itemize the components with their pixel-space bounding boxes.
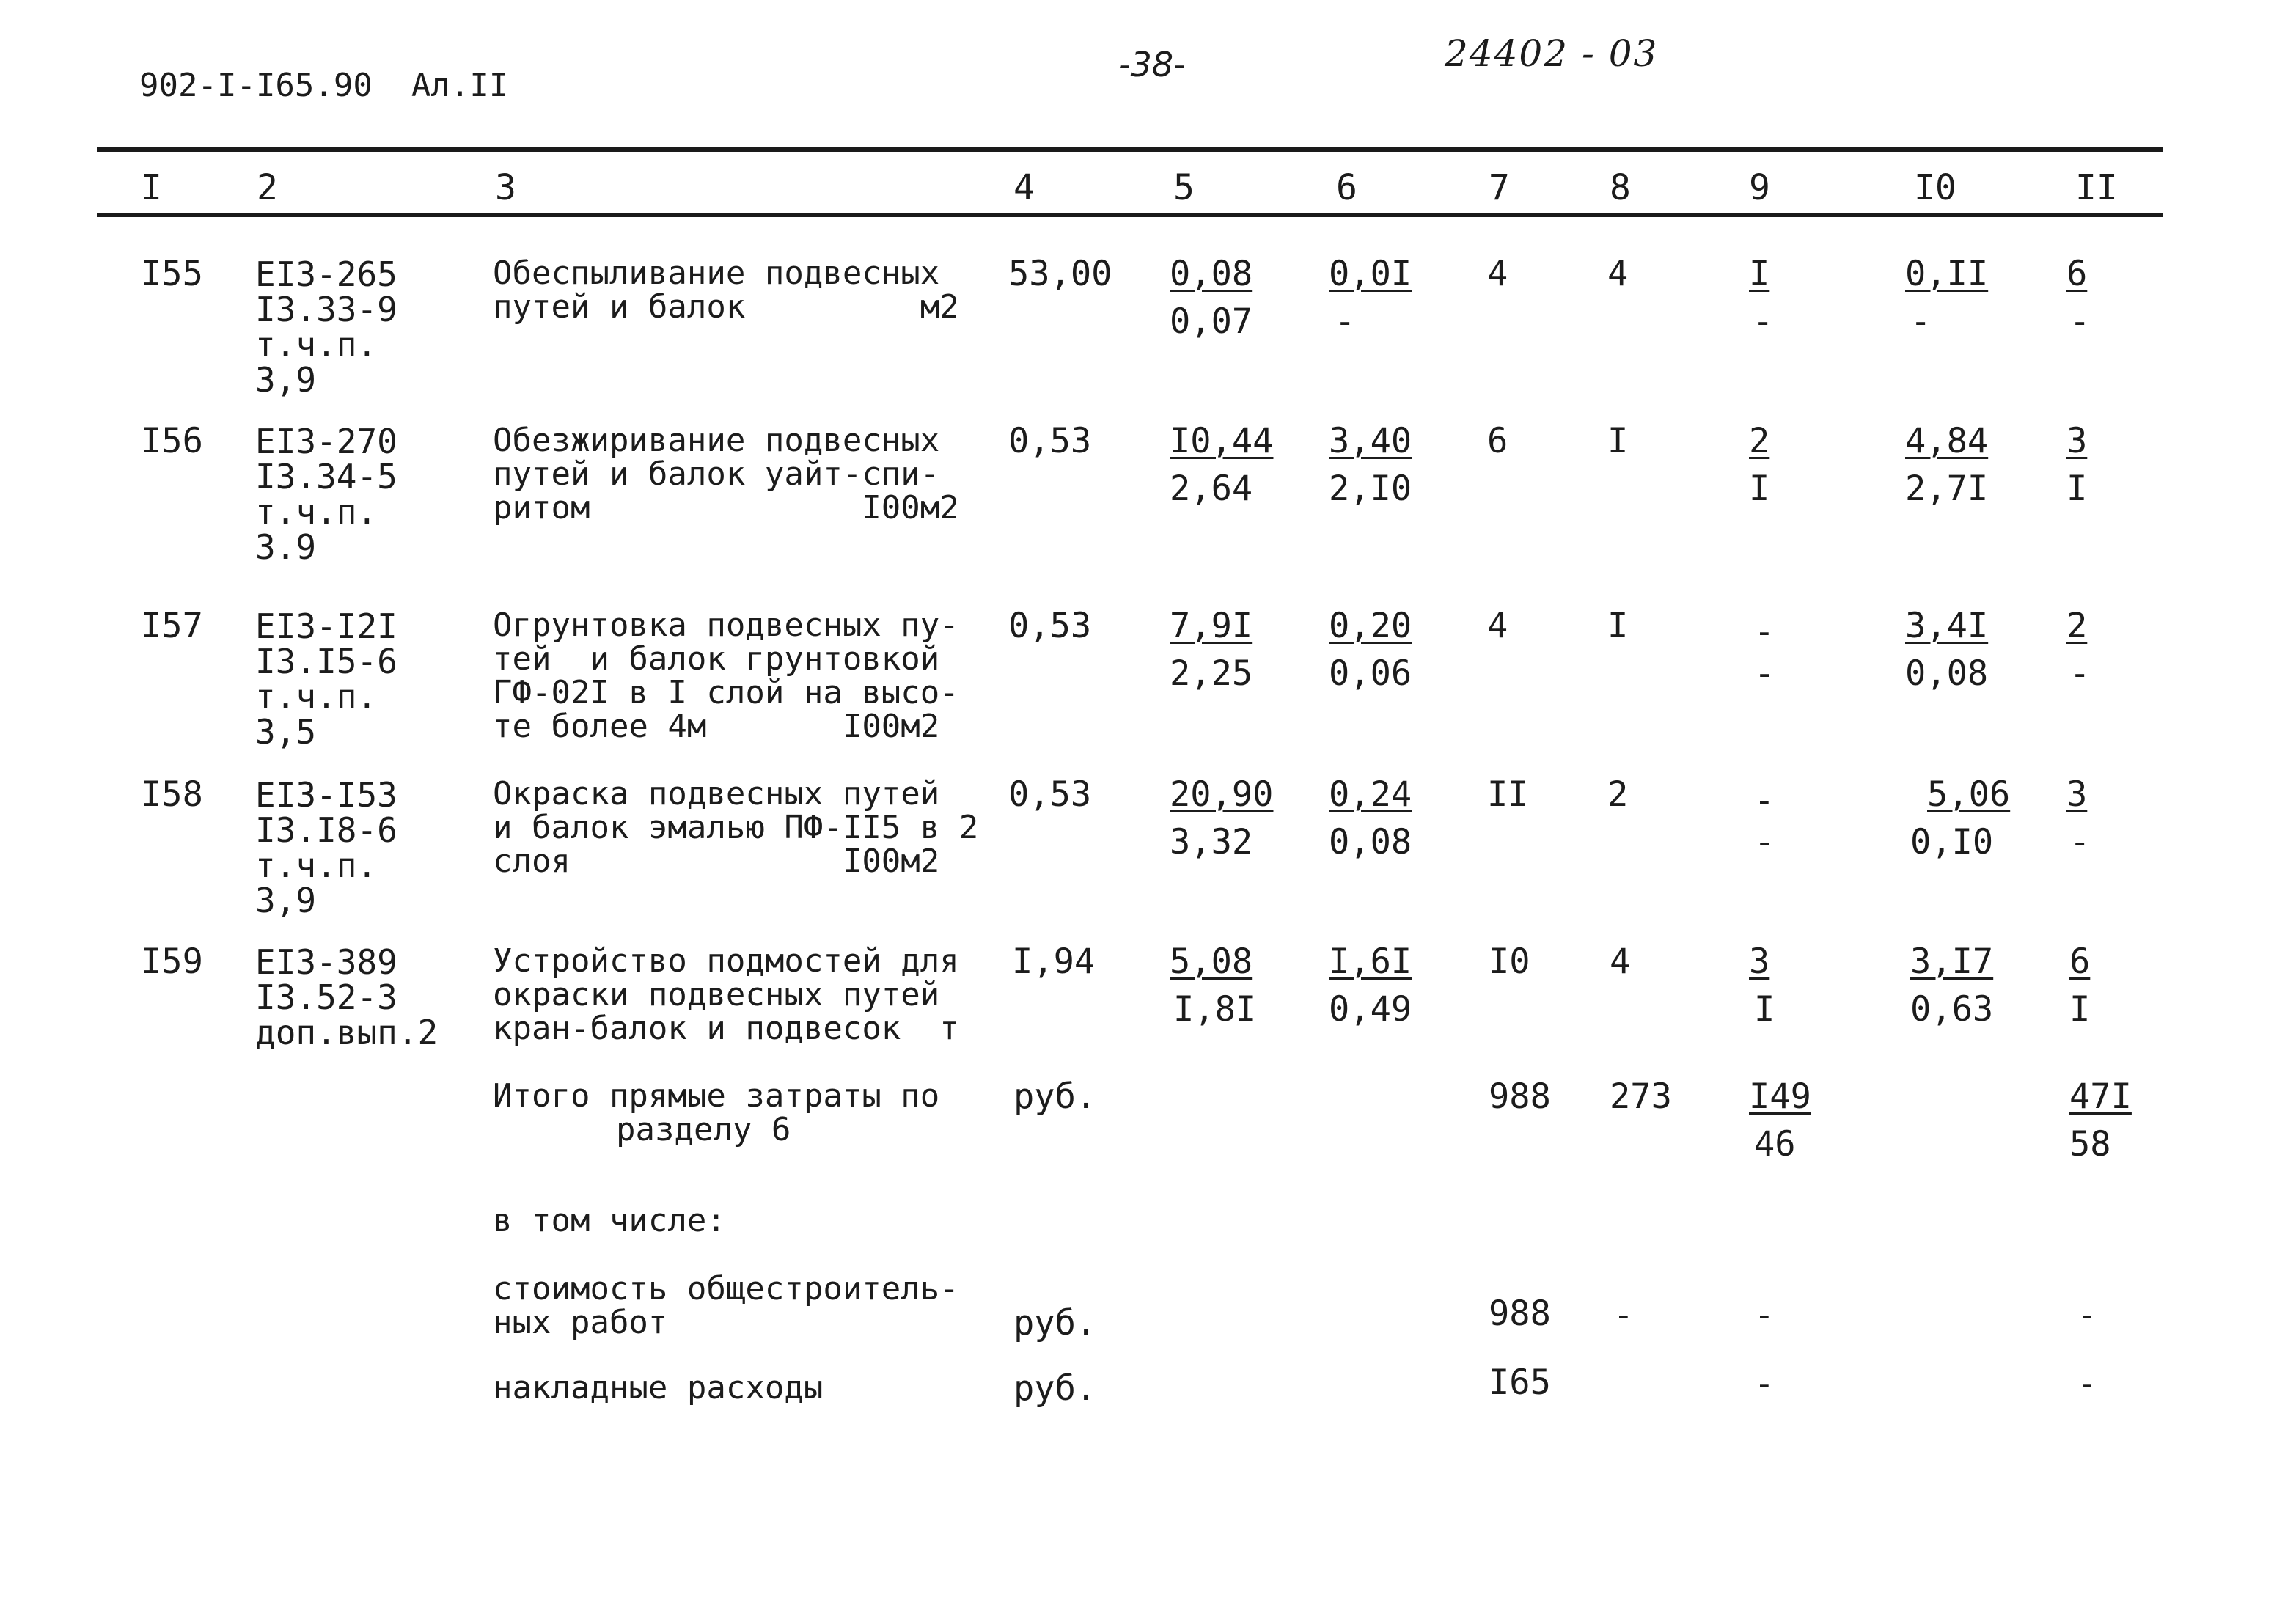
description-line: путей и балок уайт-спи- [493,455,940,493]
overhead-col7: I65 [1489,1362,1551,1403]
col10-top: 3,4I [1905,606,1989,646]
overhead-col9: - [1754,1364,1775,1404]
col6-bottom: 0,06 [1329,653,1412,694]
overhead-unit: руб. [1013,1368,1097,1409]
totals-label: Итого прямые затраты по [493,1077,940,1115]
description-line: и балок эмалью ПФ-II5 в 2 [493,809,979,846]
quantity: 0,53 [1008,606,1092,646]
page-number: -38- [1118,45,1186,84]
row-number: I57 [141,606,203,646]
description-line: слоя I00м2 [493,843,940,880]
col10-bottom: 0,08 [1905,653,1989,694]
description-line: окраски подвесных путей [493,976,940,1013]
including-label: в том числе: [493,1202,726,1239]
description-line: ГФ-02I в I слой на высо- [493,674,959,711]
col9-top: I [1749,254,1770,294]
code-line: I3.I5-6 [255,642,397,681]
column-header-4: 4 [1013,167,1035,208]
quantity: 53,00 [1008,254,1112,294]
col9-top: 2 [1749,421,1770,461]
code-line: 3,9 [255,881,317,920]
description-line: путей и балок м2 [493,288,959,326]
code-line: EI3-270 [255,422,397,461]
column-header-9: 9 [1749,167,1770,208]
general-works-label-line2: ных работ [493,1304,668,1341]
code-line: доп.вып.2 [255,1013,439,1052]
description-line: те более 4м I00м2 [493,708,940,745]
totals-col11-top: 47I [2069,1076,2132,1117]
col11-bottom: - [2069,822,2091,862]
description-line: Обеспыливание подвесных [493,254,940,292]
code-line: I3.34-5 [255,457,397,496]
column-header-11: II [2075,167,2118,208]
totals-label-line2: разделу 6 [616,1111,791,1148]
table-header-rule [97,213,2163,217]
col8: 2 [1607,774,1629,815]
col9-bottom: - [1754,653,1775,694]
code-line: 3.9 [255,527,317,567]
col7: 6 [1487,421,1508,461]
totals-col8: 273 [1610,1076,1672,1117]
col11-bottom: - [2069,301,2091,342]
general-works-col8: - [1613,1295,1634,1335]
col5-bottom: 3,32 [1170,822,1253,862]
code-line: т.ч.п. [255,492,378,532]
col6-top: I,6I [1329,942,1412,982]
row-number: I55 [141,254,203,294]
code-line: EI3-389 [255,942,397,982]
general-works-label: стоимость общестроитель- [493,1270,959,1307]
column-header-3: 3 [495,167,516,208]
col10-bottom: 2,7I [1905,469,1989,509]
col6-top: 0,20 [1329,606,1412,646]
code-line: т.ч.п. [255,677,378,716]
col8: I [1607,421,1629,461]
column-header-10: I0 [1914,167,1956,208]
row-number: I59 [141,942,203,982]
description-line: кран-балок и подвесок т [493,1010,959,1047]
description-line: Огрунтовка подвесных пу- [493,606,959,644]
column-header-8: 8 [1610,167,1631,208]
general-works-unit: руб. [1013,1303,1097,1343]
col5-bottom: 2,64 [1170,469,1253,509]
col9-bottom: I [1754,989,1775,1030]
code-line: EI3-I2I [255,606,397,646]
description-line: Обезжиривание подвесных [493,422,940,459]
col6-top: 0,24 [1329,774,1412,815]
col11-bottom: - [2069,653,2091,694]
general-works-col9: - [1754,1295,1775,1335]
code-line: т.ч.п. [255,325,378,364]
col10-bottom: 0,63 [1910,989,1994,1030]
col11-top: 3 [2066,774,2088,815]
totals-col9-top: I49 [1749,1076,1811,1117]
col6-bottom: 2,I0 [1329,469,1412,509]
col5-top: I0,44 [1170,421,1274,461]
col5-top: 0,08 [1170,254,1253,294]
col9-bottom: - [1754,822,1775,862]
col9-bottom: I [1749,469,1770,509]
column-header-1: I [141,167,162,208]
totals-col11-bottom: 58 [2069,1124,2111,1164]
column-header-2: 2 [257,167,278,208]
col6-bottom: - [1335,301,1356,342]
column-header-6: 6 [1336,167,1357,208]
description-line: Окраска подвесных путей [493,775,940,812]
totals-unit: руб. [1013,1076,1097,1117]
table-top-rule [97,147,2163,152]
col9-top: 3 [1749,942,1770,982]
col11-bottom: I [2066,469,2088,509]
code-line: 3,5 [255,712,317,752]
code-line: EI3-265 [255,254,397,294]
col7: 4 [1487,254,1508,294]
col10-bottom: - [1910,301,1932,342]
col11-bottom: I [2069,989,2091,1030]
col7: I0 [1489,942,1530,982]
col9-top: - [1754,612,1775,651]
col5-top: 7,9I [1170,606,1253,646]
description-line: ритом I00м2 [493,489,959,527]
col8: I [1607,606,1629,646]
col11-top: 2 [2066,606,2088,646]
col9-top: - [1754,780,1775,820]
totals-col7: 988 [1489,1076,1551,1117]
col6-top: 3,40 [1329,421,1412,461]
col5-bottom: 2,25 [1170,653,1253,694]
col8: 4 [1610,942,1631,982]
handwritten-number: 24402 - 03 [1445,32,1659,75]
col7: II [1487,774,1529,815]
code-line: I3.I8-6 [255,810,397,850]
col10-bottom: 0,I0 [1910,822,1994,862]
row-number: I56 [141,421,203,461]
code-line: т.ч.п. [255,845,378,885]
col11-top: 6 [2069,942,2091,982]
col6-top: 0,0I [1329,254,1412,294]
column-header-7: 7 [1489,167,1510,208]
row-number: I58 [141,774,203,815]
col8: 4 [1607,254,1629,294]
column-header-5: 5 [1173,167,1195,208]
description-line: Устройство подмостей для [493,942,959,980]
general-works-col11: - [2077,1295,2097,1335]
col5-bottom: I,8I [1173,989,1257,1030]
col6-bottom: 0,08 [1329,822,1412,862]
description-line: тей и балок грунтовкой [493,640,940,678]
col9-bottom: - [1753,301,1774,342]
col11-top: 6 [2066,254,2088,294]
col10-top: 3,I7 [1910,942,1994,982]
general-works-col7: 988 [1489,1294,1551,1334]
overhead-col11: - [2077,1364,2097,1404]
col5-top: 5,08 [1170,942,1253,982]
overhead-label: накладные расходы [493,1369,824,1406]
code-line: EI3-I53 [255,775,397,815]
col7: 4 [1487,606,1508,646]
col11-top: 3 [2066,421,2088,461]
quantity: I,94 [1012,942,1096,982]
col10-top: 5,06 [1927,774,2011,815]
col10-top: 4,84 [1905,421,1989,461]
col5-bottom: 0,07 [1170,301,1253,342]
document-code: 902-I-I65.90 Ал.II [139,67,509,104]
code-line: I3.52-3 [255,977,397,1017]
col10-top: 0,II [1905,254,1989,294]
quantity: 0,53 [1008,774,1092,815]
col6-bottom: 0,49 [1329,989,1412,1030]
totals-col9-bottom: 46 [1754,1124,1796,1164]
code-line: 3,9 [255,360,317,400]
code-line: I3.33-9 [255,290,397,329]
quantity: 0,53 [1008,421,1092,461]
col5-top: 20,90 [1170,774,1274,815]
